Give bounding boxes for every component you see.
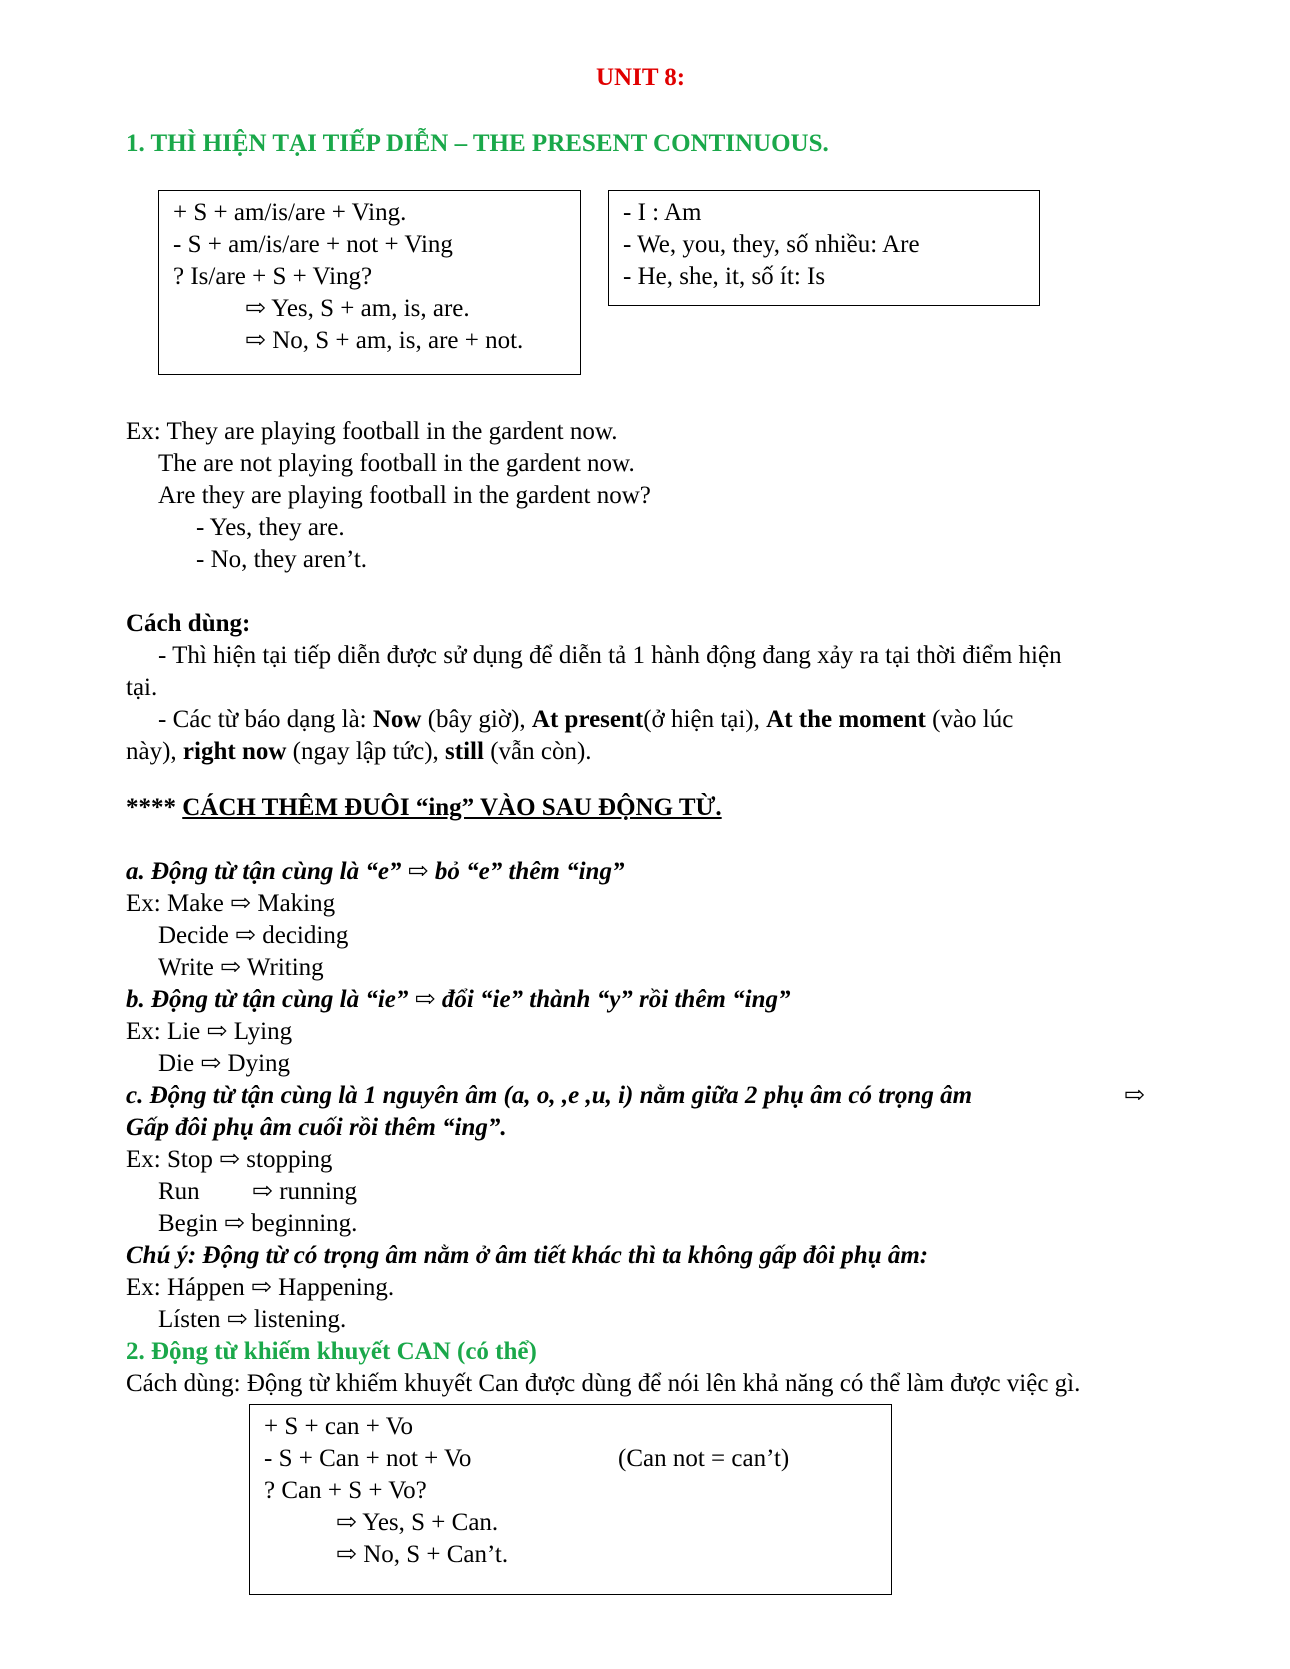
note-example: Lísten ⇨ listening.	[158, 1306, 347, 1333]
signal-word: still	[445, 738, 484, 765]
can-question: ? Can + S + Vo?	[264, 1477, 427, 1504]
formula-negative: - S + am/is/are + not + Ving	[173, 231, 453, 258]
can-yes-answer: ⇨ Yes, S + Can.	[336, 1509, 499, 1536]
section-2-usage: Cách dùng: Động từ khiếm khuyết Can được dùng để nói lên khả năng có thể làm được việc gì.	[126, 1370, 1081, 1397]
usage-text: - Thì hiện tại tiếp diễn được sử dụng để diễn tả 1 hành động đang xảy ra tại thời điểm hiện	[158, 642, 1062, 669]
present-continuous-formula-box	[158, 190, 581, 375]
note-example: Ex: Háppen ⇨ Happening.	[126, 1274, 395, 1301]
rule-a: a. Động từ tận cùng là “e” ⇨ bỏ “e” thêm “ing”	[126, 858, 625, 885]
subject-verb-box	[608, 190, 1040, 306]
rule-a-example: Ex: Make ⇨ Making	[126, 890, 336, 917]
formula-no-answer: ⇨ No, S + am, is, are + not.	[245, 327, 524, 354]
formula-yes-answer: ⇨ Yes, S + am, is, are.	[245, 295, 470, 322]
usage-text: tại.	[126, 674, 158, 701]
rule-b-example: Die ⇨ Dying	[158, 1050, 291, 1077]
subject-i: - I : Am	[623, 199, 702, 226]
ing-rules-heading: **** CÁCH THÊM ĐUÔI “ing” VÀO SAU ĐỘNG TỪ.	[126, 794, 722, 821]
signal-words-line: này), right now (ngay lập tức), still (vẫn còn).	[126, 738, 592, 765]
can-no-answer: ⇨ No, S + Can’t.	[336, 1541, 509, 1568]
signal-word: At present	[531, 706, 644, 733]
signal-word: Now	[372, 706, 422, 733]
stress-note: Chú ý: Động từ có trọng âm nằm ở âm tiết khác thì ta không gấp đôi phụ âm:	[126, 1242, 929, 1269]
can-formula-box	[249, 1404, 892, 1595]
section-2-heading: 2. Động từ khiếm khuyết CAN (có thể)	[126, 1338, 537, 1365]
signal-words-line: - Các từ báo dạng là: Now (bây giờ), At present(ở hiện tại), At the moment (vào lúc	[158, 706, 1014, 733]
signal-word: At the moment	[766, 706, 926, 733]
rule-c-example: Ex: Stop ⇨ stopping	[126, 1146, 333, 1173]
rule-c-example: ⇨ running	[252, 1178, 357, 1205]
rule-a-example: Write ⇨ Writing	[158, 954, 324, 981]
rule-b: b. Động từ tận cùng là “ie” ⇨ đổi “ie” thành “y” rồi thêm “ing”	[126, 986, 791, 1013]
can-negative: - S + Can + not + Vo	[264, 1445, 472, 1472]
can-contraction-note: (Can not = can’t)	[618, 1445, 790, 1472]
rule-c-example: Begin ⇨ beginning.	[158, 1210, 358, 1237]
signal-word: right now	[182, 738, 287, 765]
rule-c-arrow: ⇨	[1124, 1082, 1145, 1109]
formula-question: ? Is/are + S + Ving?	[173, 263, 373, 290]
section-1-heading: 1. THÌ HIỆN TẠI TIẾP DIỄN – THE PRESENT CONTINUOUS.	[126, 130, 829, 157]
example-line: The are not playing football in the gardent now.	[158, 450, 635, 477]
unit-title: UNIT 8:	[596, 64, 686, 91]
example-line: - Yes, they are.	[196, 514, 345, 541]
example-line: Ex: They are playing football in the gardent now.	[126, 418, 618, 445]
rule-c: Gấp đôi phụ âm cuối rồi thêm “ing”.	[126, 1114, 507, 1141]
example-line: - No, they aren’t.	[196, 546, 368, 573]
example-line: Are they are playing football in the gardent now?	[158, 482, 651, 509]
formula-affirmative: + S + am/is/are + Ving.	[173, 199, 407, 226]
usage-heading: Cách dùng:	[126, 610, 251, 637]
subject-plural: - We, you, they, số nhiều: Are	[623, 231, 920, 258]
rule-a-example: Decide ⇨ deciding	[158, 922, 349, 949]
can-affirmative: + S + can + Vo	[264, 1413, 414, 1440]
rule-c: c. Động từ tận cùng là 1 nguyên âm (a, o, ,e ,u, i) nằm giữa 2 phụ âm có trọng âm	[126, 1082, 973, 1109]
rule-c-example: Run	[158, 1178, 200, 1205]
rule-b-example: Ex: Lie ⇨ Lying	[126, 1018, 293, 1045]
subject-singular: - He, she, it, số ít: Is	[623, 263, 826, 290]
